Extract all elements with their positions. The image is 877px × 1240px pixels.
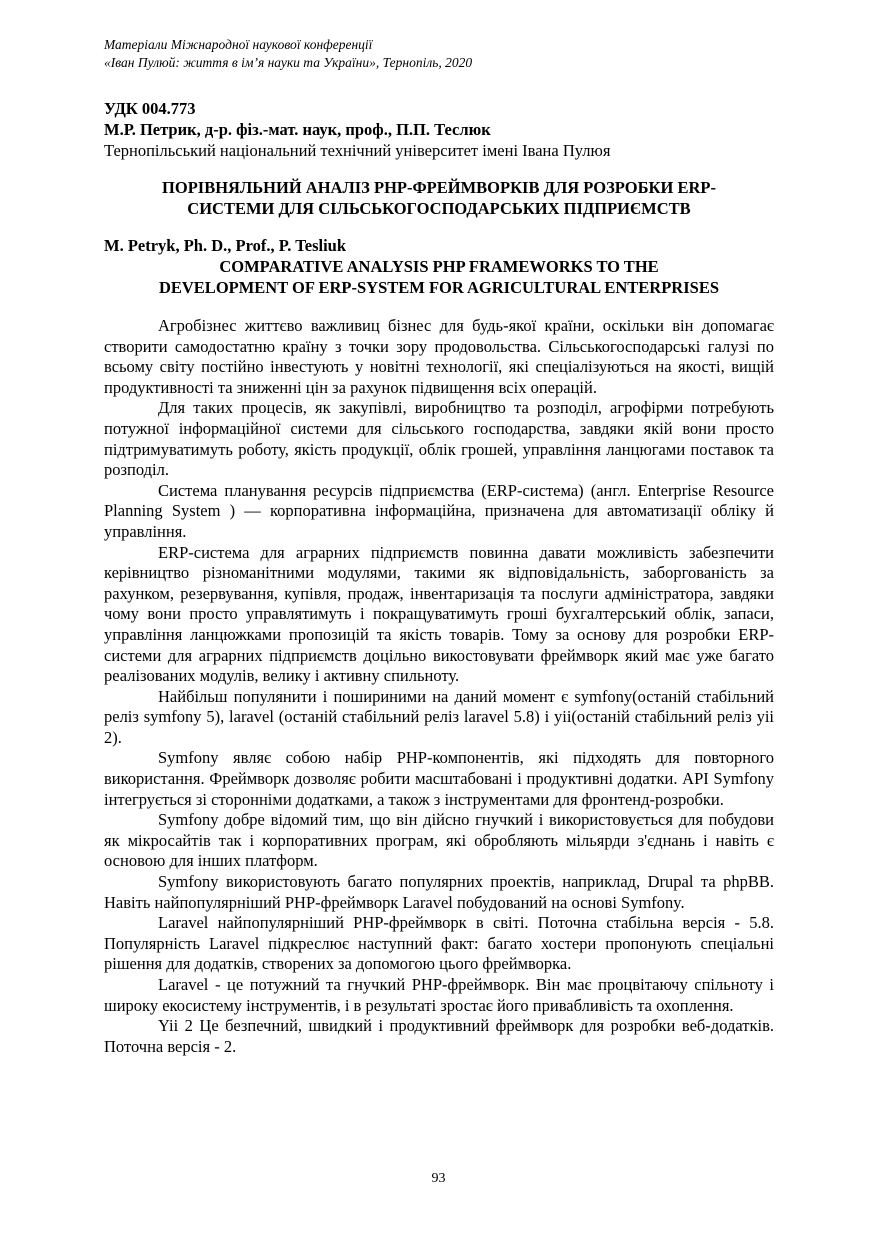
page-number: 93	[431, 1171, 446, 1186]
authors-english: M. Petryk, Ph. D., Prof., P. Tesliuk	[104, 236, 347, 255]
conference-header-line2: «Іван Пулюй: життя в ім’я науки та України», Тернопіль, 2020	[104, 55, 473, 70]
paragraph: ERP-система для аграрних підприємств повинна давати можливість забезпечити керівництво різноманітними модулями, такими як відповідальність, заборгованість за рахунком, резервування, купівля, продаж, інвентаризація та послуги адміністратора, завдяки чому вони просто управлятимуть і покращуватимуть гроші бухгалтерський облік, запаси, управління ланцюжками пропозицій та якість товарів. Тому за основу для розробки ERP-системи для аграрних підприємств доцільно викостовувати фреймворк який має уже багато реалізованих модулів, велику і активну спильноту.	[104, 542, 774, 686]
page-content	[104, 36, 774, 1057]
paragraph: Агробізнес життєво важливиц бізнес для будь-якої країни, оскільки він допомагає створити самодостатню країну з точки зору продовольства. Сільськогосподарські галузі по всьому світу постійно інвестують у новітні технології, які спеціалізуються на якості, вищій продуктивності та зниженні цін за рахунок підвищення всіх операцій.	[104, 316, 774, 397]
paragraph: Система планування ресурсів підприємства (ERP-система) (англ. Enterprise Resource Planning System ) — корпоративна інформаційна, призначена для автоматизації обліку й управління.	[104, 480, 774, 541]
udc-code: УДК 004.773	[104, 99, 196, 118]
title-english	[104, 256, 774, 298]
conference-header-line1: Матеріали Міжнародної наукової конференції	[104, 37, 373, 52]
paragraph: Laravel - це потужний та гнучкий PHP-фреймворк. Він має процвітаючу спільноту і широку екосистему інструментів, і в результаті зростає його привабливість та охоплення.	[104, 975, 774, 1015]
paragraph: Symfony використовують багато популярних проектів, наприклад, Drupal та phpBB. Навіть найпопулярніший PHP-фреймворк Laravel побудований на основі Symfony.	[104, 872, 774, 912]
title-english-line1: COMPARATIVE ANALYSIS PHP FRAMEWORKS TO THE	[219, 257, 659, 276]
title-ukrainian-line1: ПОРІВНЯЛЬНИЙ АНАЛІЗ PHP-ФРЕЙМВОРКІВ ДЛЯ РОЗРОБКИ ERP-	[162, 178, 716, 197]
paragraph: Yii 2 Це безпечний, швидкий і продуктивний фреймворк для розробки веб-додатків. Поточна версія - 2.	[104, 1016, 774, 1056]
title-english-line2: DEVELOPMENT OF ERP-SYSTEM FOR AGRICULTURAL ENTERPRISES	[158, 278, 720, 297]
title-ukrainian	[104, 177, 774, 219]
paragraph: Symfony добре відомий тим, що він дійсно гнучкий і використовується для побудови як мікросайтів так і корпоративних програм, які обробляють мільярди з'єднань і навіть є основою для інших платформ.	[104, 810, 774, 871]
paragraph: Найбільш популянити і пошириними на даний момент є symfony(останій стабільний реліз symfony 5), laravel (останій стабільний реліз laravel 5.8) і yii(останій стабільний реліз yii 2).	[104, 686, 774, 747]
conference-header	[104, 36, 774, 72]
paragraph: Laravel найпопулярніший PHP-фреймворк в світі. Поточна стабільна версія - 5.8. Популярність Laravel підкреслює наступний факт: багато хостери пропонують спеціальні рішення для додатків, створених за допомогою цього фреймворка.	[104, 913, 774, 974]
paragraph: Symfony являє собою набір PHP-компонентів, які підходять для повторного використання. Фреймворк дозволяє робити масштабовані і продуктивні додатки. API Symfony інтегрується зі сторонніми додатками, а також з інструментами для фронтенд-розробки.	[104, 748, 774, 809]
affiliation: Тернопільський національний технічний університет імені Івана Пулюя	[104, 141, 611, 160]
article-body	[104, 316, 774, 1057]
authors-ukrainian: М.Р. Петрик, д-р. фіз.-мат. наук, проф., П.П. Теслюк	[104, 120, 491, 139]
title-ukrainian-line2: СИСТЕМИ ДЛЯ СІЛЬСЬКОГОСПОДАРСЬКИХ ПІДПРИЄМСТВ	[187, 199, 691, 218]
paragraph: Для таких процесів, як закупівлі, виробництво та розподіл, агрофірми потребують потужної інформаційної системи для сільського господарства, завдяки якій вони просто підтримуватимуть роботу, якість продукції, облік грошей, управління ланцюгами поставок та розподіл.	[104, 398, 774, 480]
